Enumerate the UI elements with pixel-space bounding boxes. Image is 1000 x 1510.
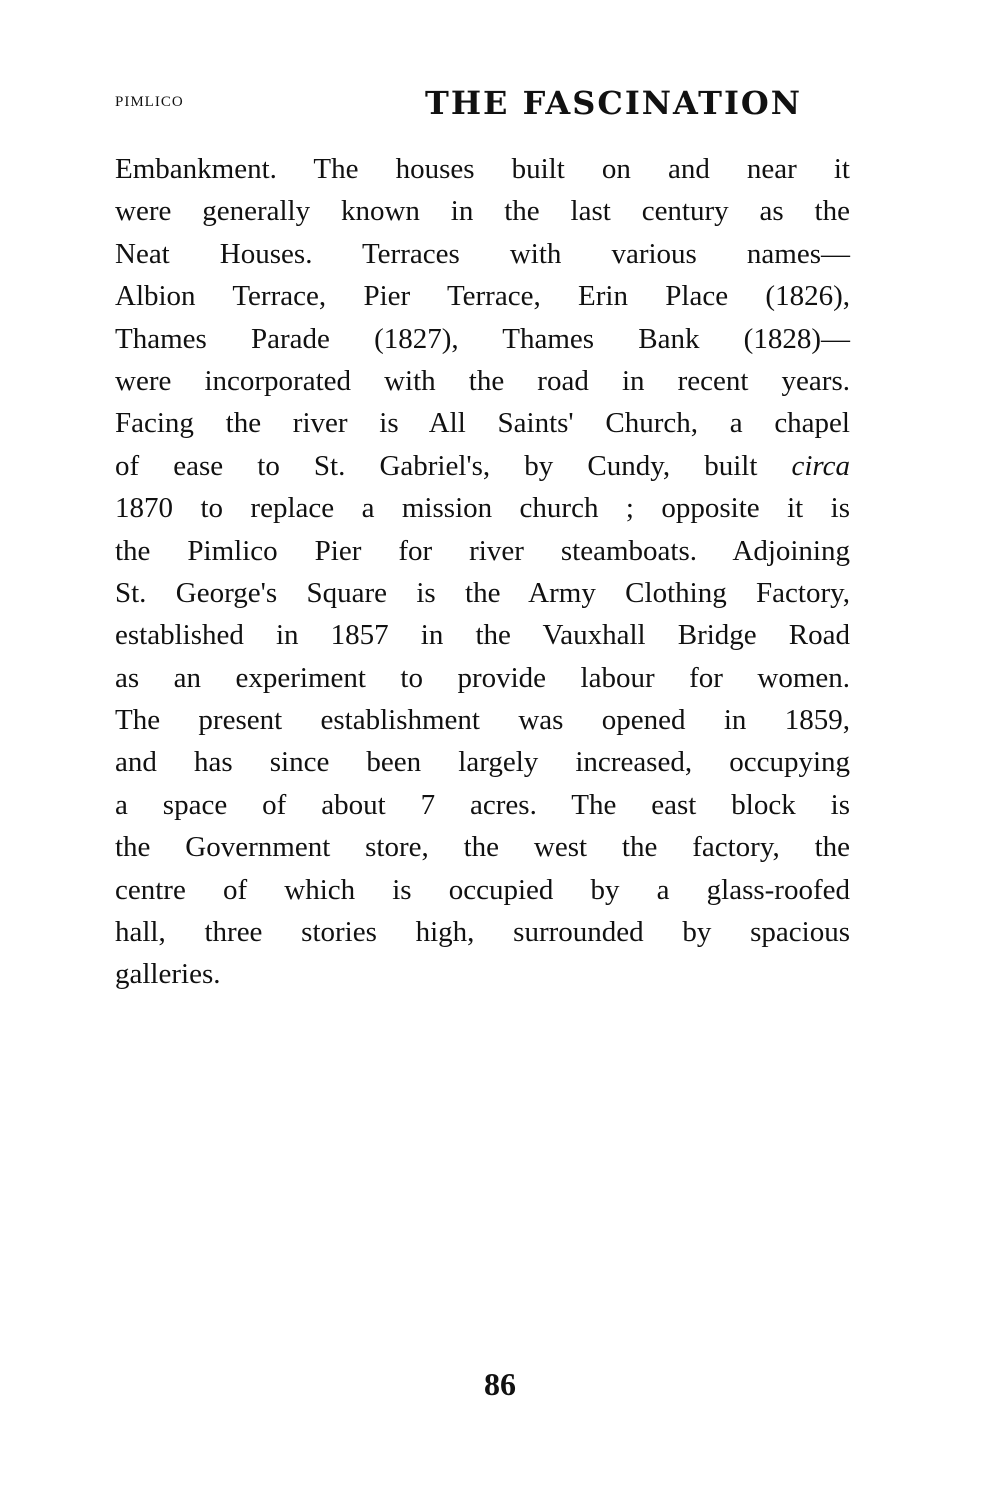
text-line-segment: of ease to St. Gabriel's, by Cundy, built — [115, 449, 758, 482]
text-line: were incorporated with the road in recent years. — [115, 364, 850, 397]
text-line: galleries. — [115, 958, 221, 991]
text-line: as an experiment to provide labour for women. — [115, 661, 850, 694]
text-line: The present establishment was opened in 1859, — [115, 704, 850, 737]
italic-word: circa — [791, 449, 850, 482]
text-line: a space of about 7 acres. The east block is — [115, 788, 850, 821]
page-number: 86 — [484, 1366, 516, 1402]
body-paragraph — [115, 148, 850, 996]
text-line: Thames Parade (1827), Thames Bank (1828)— — [115, 322, 850, 355]
text-line: Neat Houses. Terraces with various names— — [115, 237, 850, 270]
text-line: the Government store, the west the factory, the — [115, 831, 850, 864]
text-line: Albion Terrace, Pier Terrace, Erin Place (1826), — [115, 280, 850, 313]
text-line: Facing the river is All Saints' Church, a chapel — [115, 407, 850, 440]
running-head-title: THE FASCINATION — [425, 84, 803, 122]
text-line: Embankment. The houses built on and near it — [115, 153, 850, 185]
text-line: centre of which is occupied by a glass-roofed — [115, 873, 850, 906]
text-line-with-italic — [115, 445, 850, 487]
text-line: and has since been largely increased, occupying — [115, 746, 850, 779]
text-line: 1870 to replace a mission church ; opposite it is — [115, 492, 850, 525]
text-line: the Pimlico Pier for river steamboats. Adjoining — [115, 534, 850, 567]
text-line: hall, three stories high, surrounded by spacious — [115, 916, 850, 949]
text-line: were generally known in the last century as the — [115, 195, 850, 228]
text-line: St. George's Square is the Army Clothing Factory, — [115, 576, 850, 609]
text-line: established in 1857 in the Vauxhall Bridge Road — [115, 619, 850, 652]
running-head-section: PIMLICO — [115, 94, 184, 110]
running-head — [115, 84, 850, 128]
